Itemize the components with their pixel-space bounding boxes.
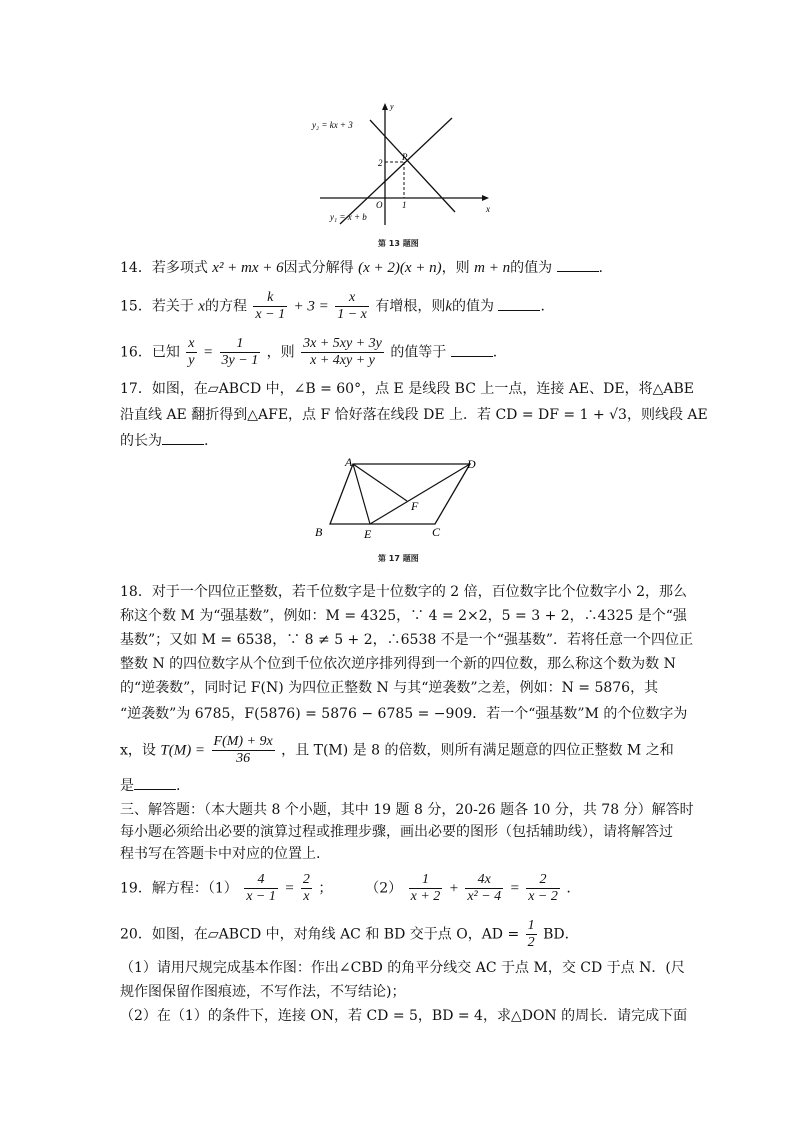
fig13-tick-2: 2 xyxy=(378,158,383,168)
fraction: $\frac{2}{x - 2}$ xyxy=(528,872,558,904)
question-18-line-7: x，设 T(M) = $\frac{F(M) + 9x}{36}$ ，且 T(M) 是 8 的倍数，则所有满足题意的四位正整数 M 之和 xyxy=(120,734,674,766)
section-3-line-1: 三、解答题：（本大题共 8 个小题，其中 19 题 8 分，20-26 题各 10 分，共 78 分）解答时 xyxy=(120,802,694,818)
answer-blank xyxy=(557,259,599,272)
fig13-origin: O xyxy=(376,200,383,210)
question-18-line-3: 基数”；又如 M = 6538，∵ 8 ≠ 5 + 2，∴6538 不是一个“强基数”．若将任意一个四位正 xyxy=(120,632,694,648)
fraction: $\frac{4x}{\text{x² − 4}}$ xyxy=(467,872,502,904)
question-14: 14．若多项式 x² + mx + 6因式分解得 (x + 2)(x + n)，则 m + n的值为 . xyxy=(120,260,603,276)
question-20-line-1: 20．如图，在▱ABCD 中，对角线 AC 和 BD 交于点 O，AD = $\frac{1}{2}$ BD． xyxy=(120,918,579,950)
answer-blank xyxy=(134,777,176,790)
fig13-axis-y: y xyxy=(390,102,394,111)
question-18-line-8: 是 . xyxy=(120,778,181,794)
fig13-axis-x: x xyxy=(486,204,490,214)
fig13-tick-1: 1 xyxy=(402,200,407,210)
question-16: 16．已知 $\frac{x}{y}$ = $\frac{1}{3y - 1}$ ，则 $\frac{3x + 5xy + 3y}{x + 4xy + y}$ 的值等于 . xyxy=(120,336,498,368)
fig17-F: F xyxy=(411,499,419,513)
answer-blank xyxy=(498,298,540,311)
fig13-y2-label: y₂ = kx + 3 xyxy=(312,120,353,130)
fig17-C: C xyxy=(432,525,441,539)
section-3-line-2: 每小题必须给出必要的演算过程或推理步骤，画出必要的图形（包括辅助线），请将解答过 xyxy=(120,824,673,840)
figure-17-caption: 第 17 题图 xyxy=(378,554,419,563)
fraction: $\frac{k}{x - 1}$ xyxy=(255,290,286,322)
fig17-D: D xyxy=(467,457,476,471)
figure-17-parallelogram xyxy=(305,452,495,542)
question-18-line-2: 称这个数 M 为“强基数”，例如：M = 4325，∵ 4 = 2×2，5 = 3 + 2，∴4325 是个“强 xyxy=(120,608,687,624)
fig17-E: E xyxy=(364,527,372,541)
question-20-line-4: （2）在（1）的条件下，连接 ON，若 CD = 5，BD = 4，求△DON 的周长．请完成下面 xyxy=(120,1008,688,1024)
fraction: $\frac{2}{x}$ xyxy=(302,872,310,904)
fig17-A: A xyxy=(345,455,353,469)
answer-blank xyxy=(451,344,493,357)
fraction: $\frac{1}{x + 2}$ xyxy=(410,872,441,904)
question-18-line-4: 整数 N 的四位数字从个位到千位依次逆序排列得到一个新的四位数，那么称这个数为数 N xyxy=(120,656,676,672)
fraction: $\frac{1}{2}$ xyxy=(527,918,535,950)
question-18-line-5: 的“逆袭数”，同时记 F(N) 为四位正整数 N 与其“逆袭数”之差，例如：N = 5876，其 xyxy=(120,680,659,696)
question-19: 19．解方程：（1） $\frac{4}{x - 1}$ = $\frac{2}{x}$ ； （2） $\frac{1}{x + 2}$ + $\frac{4x}{\text{x² − 4}}$ = $\frac{2}{x - 2}$ . xyxy=(120,872,571,904)
question-20-line-3: 规作图保留作图痕迹，不写作法，不写结论)； xyxy=(120,984,406,1000)
question-20-line-2: （1）请用尺规完成基本作图：作出∠CBD 的角平分线交 AC 于点 M，交 CD 于点 N．(尺 xyxy=(120,960,685,976)
question-18-line-1: 18．对于一个四位正整数，若千位数字是十位数字的 2 倍，百位数字比个位数字小 2，那么 xyxy=(120,584,687,600)
fig13-point-p: P xyxy=(402,152,408,162)
fraction: $\frac{1}{3y - 1}$ xyxy=(221,336,259,368)
fraction: $\frac{x}{1 - x}$ xyxy=(337,290,367,322)
fig17-B: B xyxy=(315,525,323,539)
figure-13-caption: 第 13 题图 xyxy=(378,239,419,248)
fraction: $\frac{4}{x - 1}$ xyxy=(246,872,276,904)
question-15: 15．若关于 x的方程 $\frac{k}{x - 1}$ + 3 = $\frac{x}{1 - x}$ 有增根，则k的值为 . xyxy=(120,290,545,322)
figure-13-graph xyxy=(300,100,500,230)
question-17-line-2: 沿直线 AE 翻折得到△AFE，点 F 恰好落在线段 DE 上．若 CD = DF = 1 + √3，则线段 AE xyxy=(120,407,708,423)
question-17-line-3: 的长为 . xyxy=(120,433,209,449)
question-18-line-6: “逆袭数”为 6785，F(5876) = 5876 − 6785 = −909．若一个“强基数”M 的个位数字为 xyxy=(120,706,688,722)
answer-blank xyxy=(162,432,204,445)
question-17-line-1: 17．如图，在▱ABCD 中，∠B = 60°，点 E 是线段 BC 上一点，连接 AE、DE，将△ABE xyxy=(120,381,694,397)
fraction: $\frac{3x + 5xy + 3y}{x + 4xy + y}$ xyxy=(303,336,382,368)
fraction: $\frac{x}{y}$ xyxy=(188,336,195,368)
section-3-line-3: 程书写在答题卡中对应的位置上. xyxy=(120,846,321,862)
fraction: $\frac{F(M) + 9x}{36}$ xyxy=(213,734,273,766)
fig13-y1-label: y₁ = x + b xyxy=(330,212,367,222)
